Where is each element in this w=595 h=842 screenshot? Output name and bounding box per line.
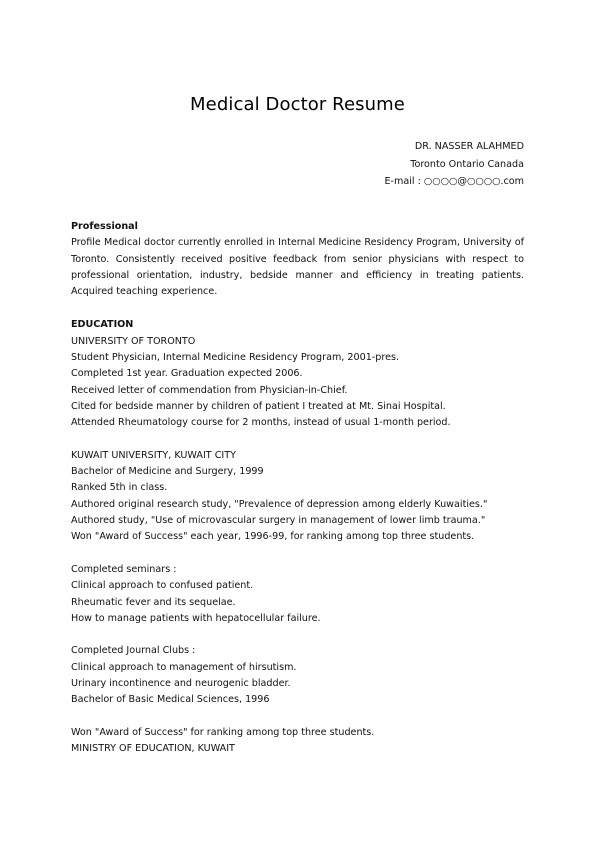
contact-block: [384, 138, 524, 191]
education-section: [71, 317, 524, 757]
seminar-item: How to manage patients with hepatocellular failure.: [71, 612, 321, 624]
education-line: Received letter of commendation from Physician-in-Chief.: [71, 384, 348, 396]
education-heading: EDUCATION: [71, 319, 134, 331]
institution-name: MINISTRY OF EDUCATION, KUWAIT: [71, 743, 235, 755]
award-block: [71, 725, 524, 758]
journal-club-item: Bachelor of Basic Medical Sciences, 1996: [71, 694, 270, 706]
education-line: Authored original research study, "Prevalence of depression among elderly Kuwaities.": [71, 498, 488, 510]
seminars-block: [71, 562, 524, 627]
institution-name: KUWAIT UNIVERSITY, KUWAIT CITY: [71, 449, 236, 461]
education-line: Student Physician, Internal Medicine Residency Program, 2001-pres.: [71, 352, 400, 364]
professional-heading: Professional: [71, 221, 138, 232]
education-line: Cited for bedside manner by children of patient I treated at Mt. Sinai Hospital.: [71, 400, 446, 412]
education-line: Bachelor of Medicine and Surgery, 1999: [71, 466, 264, 478]
journal-clubs-block: [71, 643, 524, 708]
professional-section: [71, 219, 524, 300]
seminar-item: Rheumatic fever and its sequelae.: [71, 596, 236, 608]
education-line: Attended Rheumatology course for 2 months, instead of usual 1-month period.: [71, 417, 451, 429]
seminar-item: Clinical approach to confused patient.: [71, 580, 254, 592]
award-line: Won "Award of Success" for ranking among top three students.: [71, 726, 375, 738]
contact-email: E-mail : ○○○○@○○○○.com: [384, 176, 524, 187]
journal-clubs-heading: Completed Journal Clubs :: [71, 645, 196, 657]
education-line: Ranked 5th in class.: [71, 482, 168, 494]
education-line: Completed 1st year. Graduation expected 2006.: [71, 368, 303, 380]
education-line: Won "Award of Success" each year, 1996-99, for ranking among top three students.: [71, 531, 475, 543]
contact-location: Toronto Ontario Canada: [410, 158, 524, 170]
journal-club-item: Urinary incontinence and neurogenic bladder.: [71, 678, 291, 690]
resume-body: [71, 219, 524, 758]
seminars-heading: Completed seminars :: [71, 563, 177, 575]
professional-summary: Profile Medical doctor currently enrolled in Internal Medicine Residency Program, University of Toronto. Consistently received positive feedback from senior physicians with respect to professional orientation, industry, bedside manner and efficiency in treating patients. Acquired teaching experience.: [71, 237, 524, 298]
education-kuwait-block: [71, 448, 524, 546]
journal-club-item: Clinical approach to management of hirsutism.: [71, 661, 297, 673]
contact-name: DR. NASSER ALAHMED: [414, 141, 524, 152]
education-line: Authored study, "Use of microvascular surgery in management of lower limb trauma.": [71, 515, 486, 527]
institution-name: UNIVERSITY OF TORONTO: [71, 335, 196, 347]
education-toronto-block: [71, 334, 524, 432]
document-title: Medical Doctor Resume: [190, 94, 405, 115]
